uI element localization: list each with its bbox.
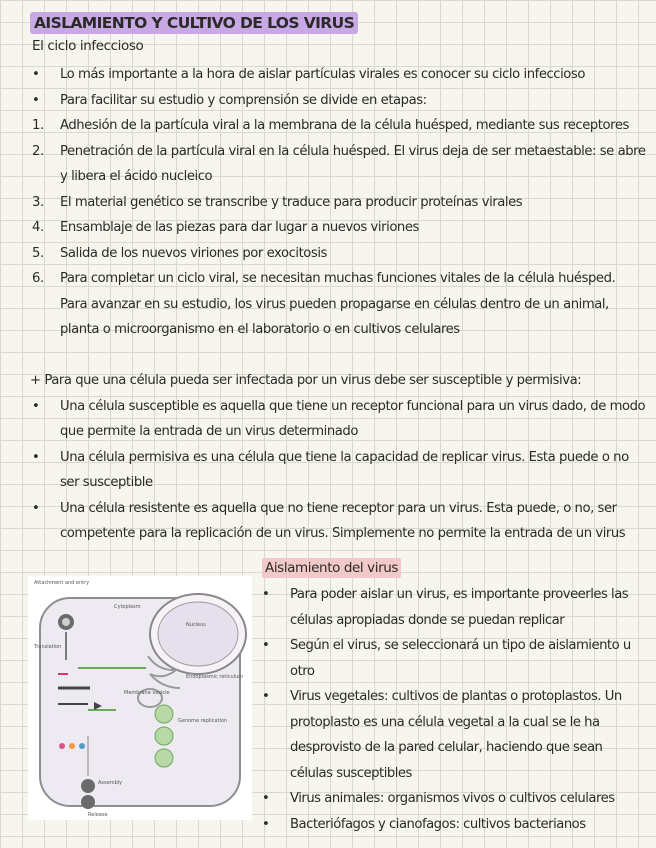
label-cytoplasm: Cytoplasm: [114, 604, 141, 610]
label-attachment: Attachment and entry: [34, 580, 90, 586]
label-genome-replication: Genome replication: [178, 718, 228, 724]
list-item: • Virus vegetales: cultivos de plantas o protoplastos. Un protoplasto es una célula vegetal a la cual se le ha desprovisto de la pared celular, haciendo que sean células susceptibles: [262, 689, 622, 781]
isolation-section: [260, 582, 646, 837]
intro-section: [30, 62, 646, 343]
list-item: • Una célula resistente es aquella que no tiene receptor para un virus. Esta puede, o no, ser competente para la replicación de un virus. Simplemente no permite la entrada de un virus: [32, 500, 626, 541]
section-title-isolation: Aislamiento del virus: [262, 558, 401, 578]
step-item: 1. Adhesión de la partícula viral a la membrana de la célula huésped, mediante sus receptores: [32, 118, 629, 133]
label-translation: Translation: [34, 644, 62, 650]
list-item: • Para facilitar su estudio y comprensión se divide en etapas:: [30, 88, 646, 114]
list-item: • Una célula permisiva es una célula que tiene la capacidad de replicar virus. Esta puede o no ser susceptible: [32, 449, 629, 490]
assembled-virion-icon: [81, 779, 95, 793]
label-assembly: Assembly: [98, 780, 123, 786]
viral-cycle-diagram: [28, 576, 252, 820]
intro-bullet-2: Para facilitar su estudio y comprensión se divide en etapas:: [60, 92, 427, 108]
step-item: 6. Para completar un ciclo viral, se necesitan muchas funciones vitales de la célula huésped. Para avanzar en su estudio, los virus pueden propagarse en células dentro de un animal, planta o microorganismo en el laboratorio o en cultivos celulares: [32, 271, 616, 337]
list-item: • Para poder aislar un virus, es importante proveerles las células apropiadas donde se puedan replicar: [262, 587, 629, 628]
intro-bullet-1: Lo más importante a la hora de aislar partículas virales es conocer su ciclo infeccioso: [60, 67, 585, 82]
subtitle: El ciclo infeccioso: [32, 38, 144, 54]
list-item: • Virus animales: organismos vivos o cultivos celulares: [262, 791, 615, 806]
step-item: 4. Ensamblaje de las piezas para dar lugar a nuevos viriones: [32, 220, 419, 235]
list-item: • Según el virus, se seleccionará un tipo de aislamiento u otro: [262, 638, 631, 679]
label-nucleus: Nucleus: [186, 622, 206, 628]
label-er: Endoplasmic reticulum: [186, 674, 244, 680]
step-item: 3. El material genético se transcribe y traduce para producir proteínas virales: [32, 194, 523, 210]
label-release: Release: [88, 812, 108, 818]
list-item: • Lo más importante a la hora de aislar partículas virales es conocer su ciclo infeccioso: [30, 62, 646, 88]
list-item: • Una célula susceptible es aquella que tiene un receptor funcional para un virus dado, de modo que permite la entrada de un virus determinado: [32, 398, 646, 439]
susceptibility-intro: + Para que una célula pueda ser infectada por un virus debe ser susceptible y permisiva:: [30, 373, 582, 388]
viral-cycle-svg: [28, 576, 252, 820]
step-item: 2. Penetración de la partícula viral en la célula huésped. El virus deja de ser metaestable: se abre y libera el ácido nucleico: [32, 143, 646, 184]
page-title: AISLAMIENTO Y CULTIVO DE LOS VIRUS: [30, 12, 358, 34]
cell-section: [30, 368, 646, 547]
step-item: 5. Salida de los nuevos viriones por exocitosis: [32, 245, 327, 261]
label-membrane-vesicle: Membrane vesicle: [124, 690, 170, 696]
list-item: • Bacteriófagos y cianofagos: cultivos bacterianos: [262, 816, 586, 832]
